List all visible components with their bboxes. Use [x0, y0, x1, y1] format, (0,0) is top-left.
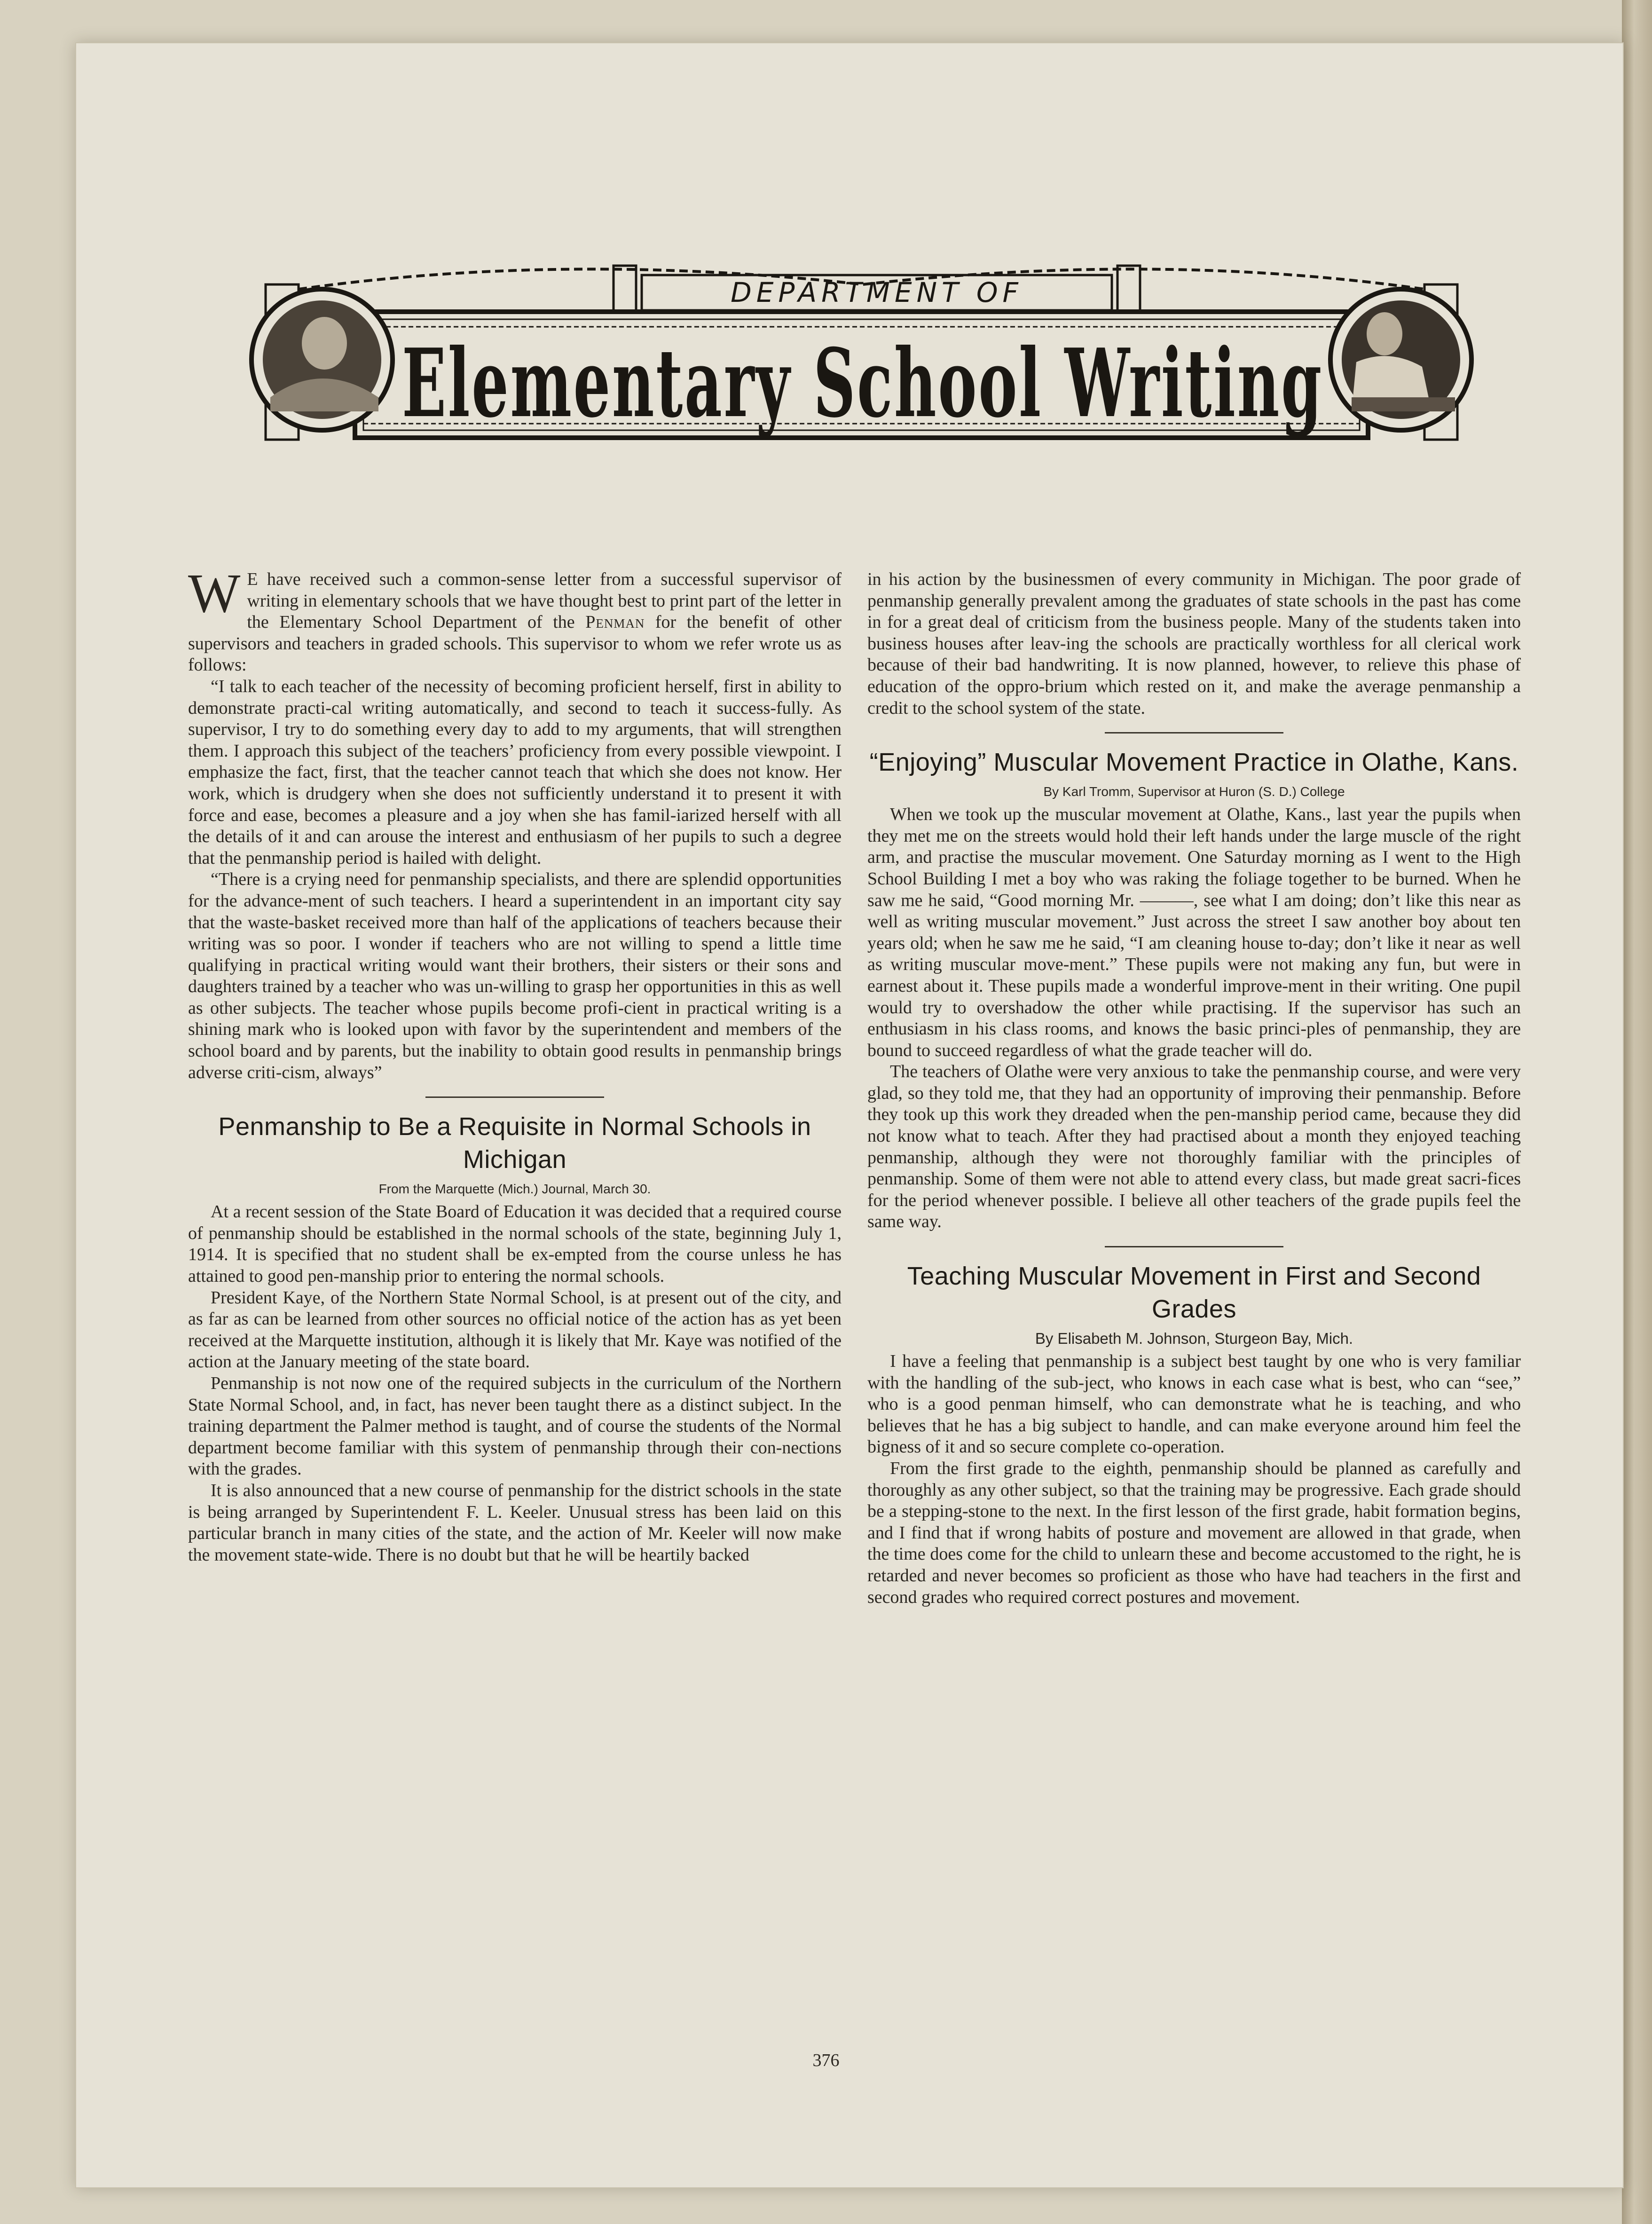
article3-paragraph-1: I have a feeling that penmanship is a subject best taught by one who is very familiar with the handling of the sub-ject, who knows in each case what is best, who can “see,” who is a good penman himself, who can demonstrate what he is teaching, and who believes that he has a big subject to handle, and can make everyone around him feel the bigness of it and so secure complete co-operation.	[867, 1351, 1521, 1457]
intro-paragraph-3: “There is a crying need for penmanship specialists, and there are splendid opportunities for the advance-ment of such teachers. I heard a superintendent in an important city say that the waste-basket received more than half of the applications of teachers because their writing was so poor. I wonder if teachers who are not willing to spend a little time qualifying in practical writing would want their brothers, their sisters or their sons and daughters trained by a teacher who was un-willing to grasp her opportunities in this as well as other subjects. The teacher whose pupils become profi-cient in practical writing is a shining mark who is looked upon with favor by the superintendent and members of the school board and by parents, but the inability to obtain good results in penmanship brings adverse criti-cism, always”	[188, 869, 842, 1082]
banner-department-label: DEPARTMENT OF	[731, 276, 1023, 308]
section-divider	[1105, 1246, 1283, 1247]
intro-paragraph-2: “I talk to each teacher of the necessity of becoming proficient herself, first in ability to demonstrate practi-cal writing automatically, and second to teach it success-fully. As supervisor, I try to do something every day to add to my arguments, that will strengthen them. I approach this subject of the teachers’ proficiency from every possible viewpoint. I emphasize the fact, first, that the teacher cannot teach that which she does not know. Her work, which is drudgery when she does not sufficiently understand it to present it with force and ease, becomes a pleasure and a joy when she has famil-iarized herself with all the details of it and can arouse the interest and enthusiasm of her pupils to such a degree that the penmanship period is hailed with delight.	[188, 676, 842, 868]
article1-paragraph-5: in his action by the businessmen of every community in Michigan. The poor grade of penmanship generally prevalent among the graduates of state schools in the past has come in for a great deal of criticism from the business people. Many of the students taken into business houses after leav-ing the schools are practically worthless for all clerical work because of their bad handwriting. It is now planned, however, to relieve this phase of education of the oppro-brium which rested on it, and make the average penmanship a credit to the school system of the state.	[867, 569, 1521, 718]
penman-name: Penman	[585, 612, 645, 632]
article1-paragraph-2: President Kaye, of the Northern State Normal School, is at present out of the city, and as far as can be learned from other sources no official notice of the action has as yet been received at the Marquette institution, although it is likely that Mr. Kaye was notified of the action at the January meeting of the state board.	[188, 1287, 842, 1372]
left-column	[188, 562, 842, 2041]
section-divider	[1105, 732, 1283, 733]
section-divider	[425, 1096, 604, 1098]
article2-paragraph-2: The teachers of Olathe were very anxious to take the penmanship course, and were very glad, so they told me, that they had an opportunity of improving their penmanship. Before they took up this work they dreaded when the pen-manship period came, because they did not know what to teach. After they had practised about a month they enjoyed teaching penmanship, although they were not thoroughly familiar with the principles of penmanship. Some of them were not able to attend every class, but made great sacri-fices for the period whenever possible. I believe all other teachers of the grade pupils feel the same way.	[867, 1062, 1521, 1232]
article3-title: Teaching Muscular Movement in First and Second Grades	[907, 1262, 1481, 1324]
article1-paragraph-1: At a recent session of the State Board of Education it was decided that a required course of penmanship should be established in the normal schools of the state, beginning July 1, 1914. It is specified that no student shall be ex-empted from the course unless he has attained to good pen-manship prior to entering the normal schools.	[188, 1202, 842, 1286]
left-portrait-medallion	[252, 289, 393, 430]
book-spine	[1622, 0, 1652, 2224]
article2-paragraph-1: When we took up the muscular movement at Olathe, Kans., last year the pupils when they met me on the streets would hold their left hands under the large muscle of the right arm, and practise the muscular movement. One Saturday morning as I went to the High School Building I met a boy who was raking the foliage together to be burned. When he saw me he said, “Good morning Mr. ———, see what I am doing; don’t like this near as well as writing muscular movement.” Just across the street I saw another boy about ten years old; when he saw me he said, “I am cleaning house to-day; don’t like it near as well as writing muscular move-ment.” These pupils were not making any fun, but were in earnest about it. These pupils made a wonderful improve-ment in their writing. One pupil would try to overshadow the other while practising. If the supervisor has such an enthusiasm in his class rooms, and knows the basic princi-ples of penmanship, they are bound to succeed regardless of what the grade teacher will do.	[867, 804, 1521, 1060]
article3-byline: By Elisabeth M. Johnson, Sturgeon Bay, Mich.	[1035, 1330, 1353, 1348]
department-banner	[237, 256, 1486, 444]
article1-source: From the Marquette (Mich.) Journal, March 30.	[378, 1182, 651, 1197]
page-number: 376	[812, 2050, 840, 2070]
article1-paragraph-4: It is also announced that a new course of penmanship for the district schools in the state is being arranged by Superintendent F. L. Keeler. Unusual stress has been laid on this particular branch in many cities of the state, and the action of Mr. Keeler will now make the movement state-wide. There is no doubt but that he will be heartily backed	[188, 1480, 842, 1565]
article1-paragraph-3: Penmanship is not now one of the required subjects in the curriculum of the Northern State Normal School, and, in fact, has never been taught there as a distinct subject. In the training department the Palmer method is taught, and of course the students of the Normal department become familiar with this system of penmanship through their con-nections with the grades.	[188, 1373, 842, 1479]
article3-paragraph-2: From the first grade to the eighth, penmanship should be planned as carefully and thoroughly as any other subject, so that the training may be progressive. Each grade should be a stepping-stone to the next. In the first lesson of the first grade, habit formation begins, and I find that if wrong habits of posture and movement are allowed in that grade, when the time does come for the child to unlearn these and become accustomed to the right, he is retarded and never becomes so proficient as those who have had teachers in the first and second grades who required correct postures and movement.	[867, 1459, 1521, 1607]
article2-byline: By Karl Tromm, Supervisor at Huron (S. D.) College	[1043, 784, 1345, 799]
right-column	[867, 569, 1521, 2041]
right-portrait-medallion	[1330, 289, 1471, 430]
banner-title: Elementary School Writing	[402, 328, 1323, 439]
article2-title: “Enjoying” Muscular Movement Practice in Olathe, Kans.	[869, 748, 1519, 777]
intro-paragraph-1: W E have received such a common-sense letter from a successful supervisor of writing in elementary schools that we have thought best to print part of the letter in the Elementary School Department of the Penman for the benefit of other supervisors and teachers in graded schools. This supervisor to whom we refer wrote us as follows:	[188, 562, 842, 675]
dropcap: W	[188, 562, 241, 624]
article1-title: Penmanship to Be a Requisite in Normal Schools in Michigan	[218, 1112, 811, 1174]
